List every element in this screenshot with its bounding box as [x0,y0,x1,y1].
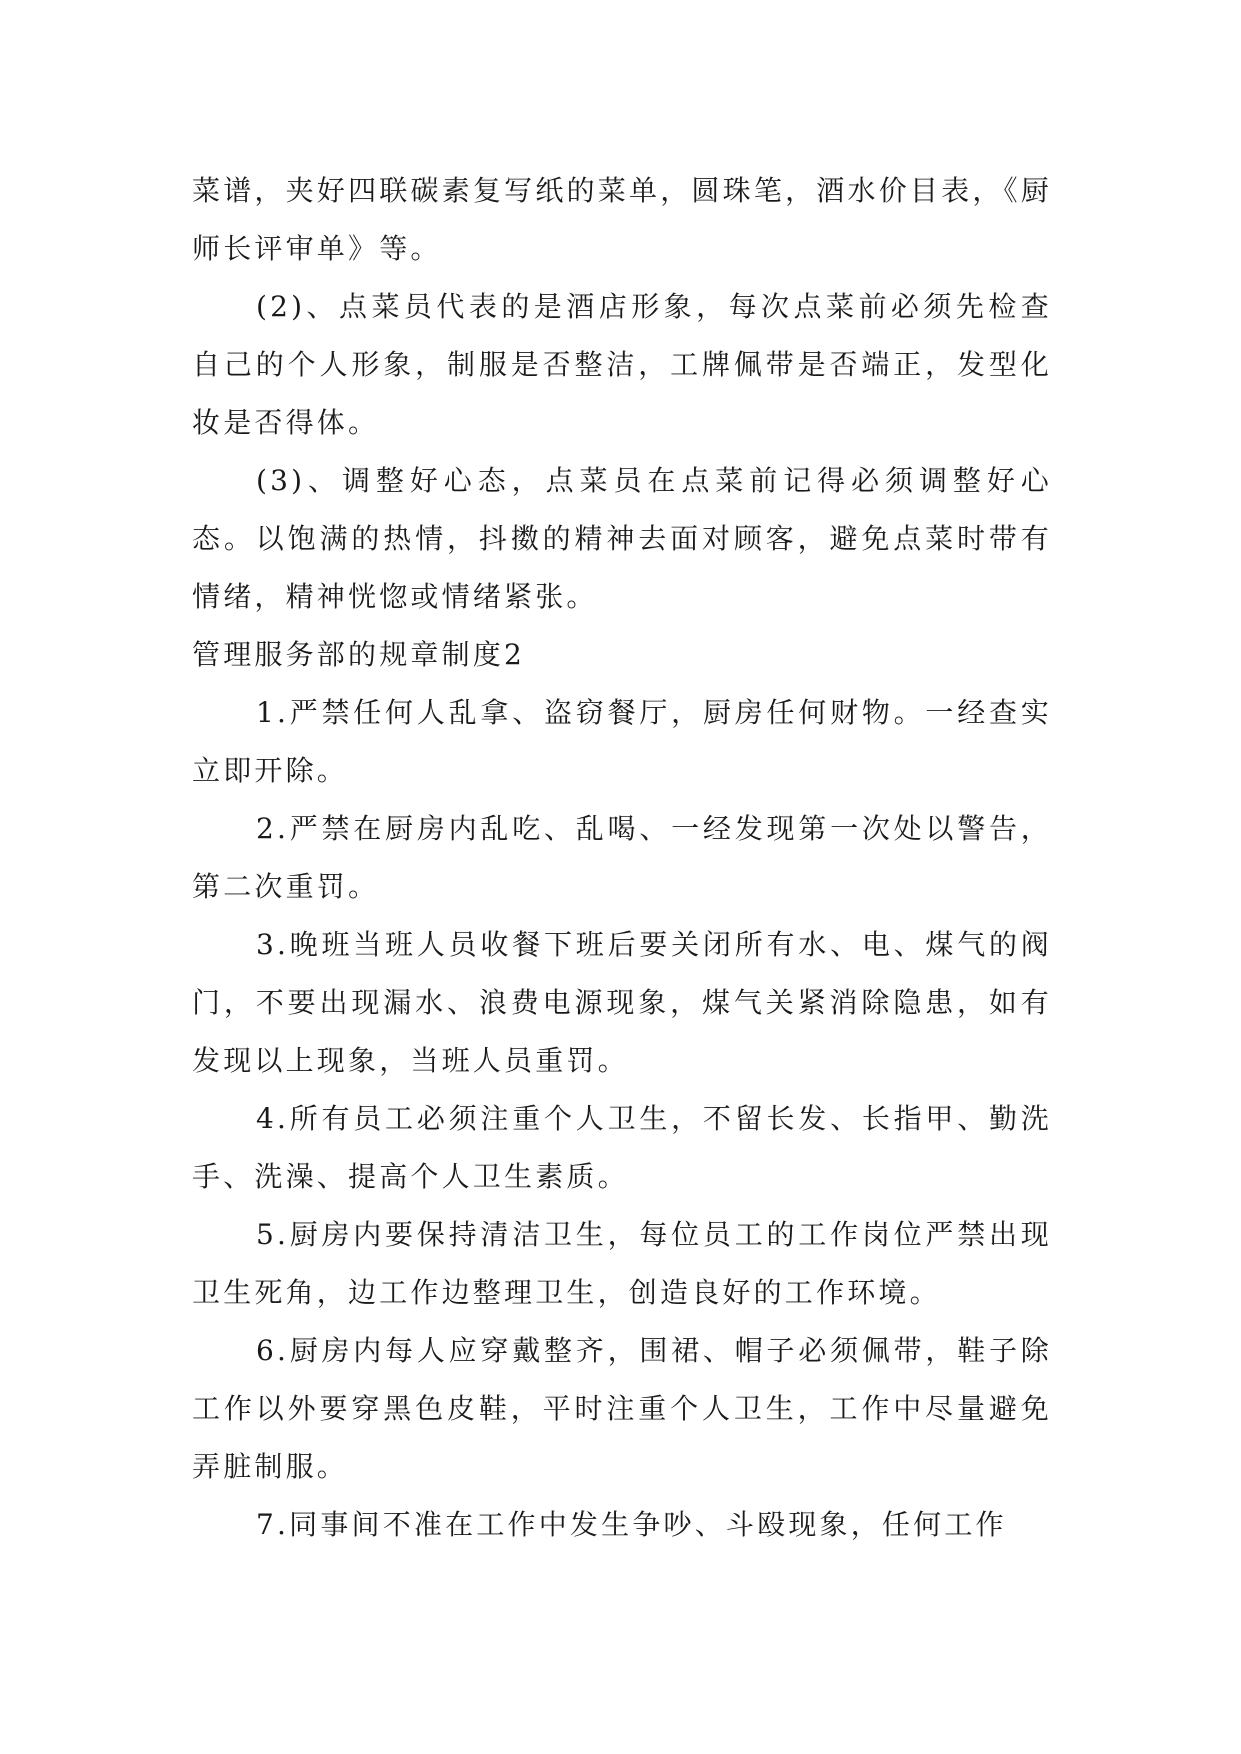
rule-1: 1.严禁任何人乱拿、盗窃餐厅，厨房任何财物。一经查实立即开除。 [192,696,1052,787]
paragraph-item-2-appearance: (2)、点菜员代表的是酒店形象，每次点菜前必须先检查自己的个人形象，制服是否整洁，工牌佩带是否端正，发型化妆是否得体。 [192,290,1052,439]
rule-3: 3.晚班当班人员收餐下班后要关闭所有水、电、煤气的阀门，不要出现漏水、浪费电源现象，煤气关紧消除隐患，如有发现以上现象，当班人员重罚。 [192,928,1052,1077]
rule-7: 7.同事间不准在工作中发生争吵、斗殴现象，任何工作 [256,1508,1007,1541]
section-heading: 管理服务部的规章制度2 [192,638,526,671]
rule-2: 2.严禁在厨房内乱吃、乱喝、一经发现第一次处以警告，第二次重罚。 [192,812,1052,903]
paragraph-item-3-attitude: (3)、调整好心态，点菜员在点菜前记得必须调整好心态。以饱满的热情，抖擞的精神去面对顾客，避免点菜时带有情绪，精神恍惚或情绪紧张。 [192,464,1052,613]
paragraph-menu-items: 菜谱，夹好四联碳素复写纸的菜单，圆珠笔，酒水价目表，《厨师长评审单》等。 [192,174,1052,265]
document-body [192,162,1052,1554]
rule-5: 5.厨房内要保持清洁卫生，每位员工的工作岗位严禁出现卫生死角，边工作边整理卫生，创造良好的工作环境。 [192,1218,1052,1309]
rule-4: 4.所有员工必须注重个人卫生，不留长发、长指甲、勤洗手、洗澡、提高个人卫生素质。 [192,1102,1052,1193]
rule-6: 6.厨房内每人应穿戴整齐，围裙、帽子必须佩带，鞋子除工作以外要穿黑色皮鞋，平时注重个人卫生，工作中尽量避免弄脏制服。 [192,1334,1052,1483]
